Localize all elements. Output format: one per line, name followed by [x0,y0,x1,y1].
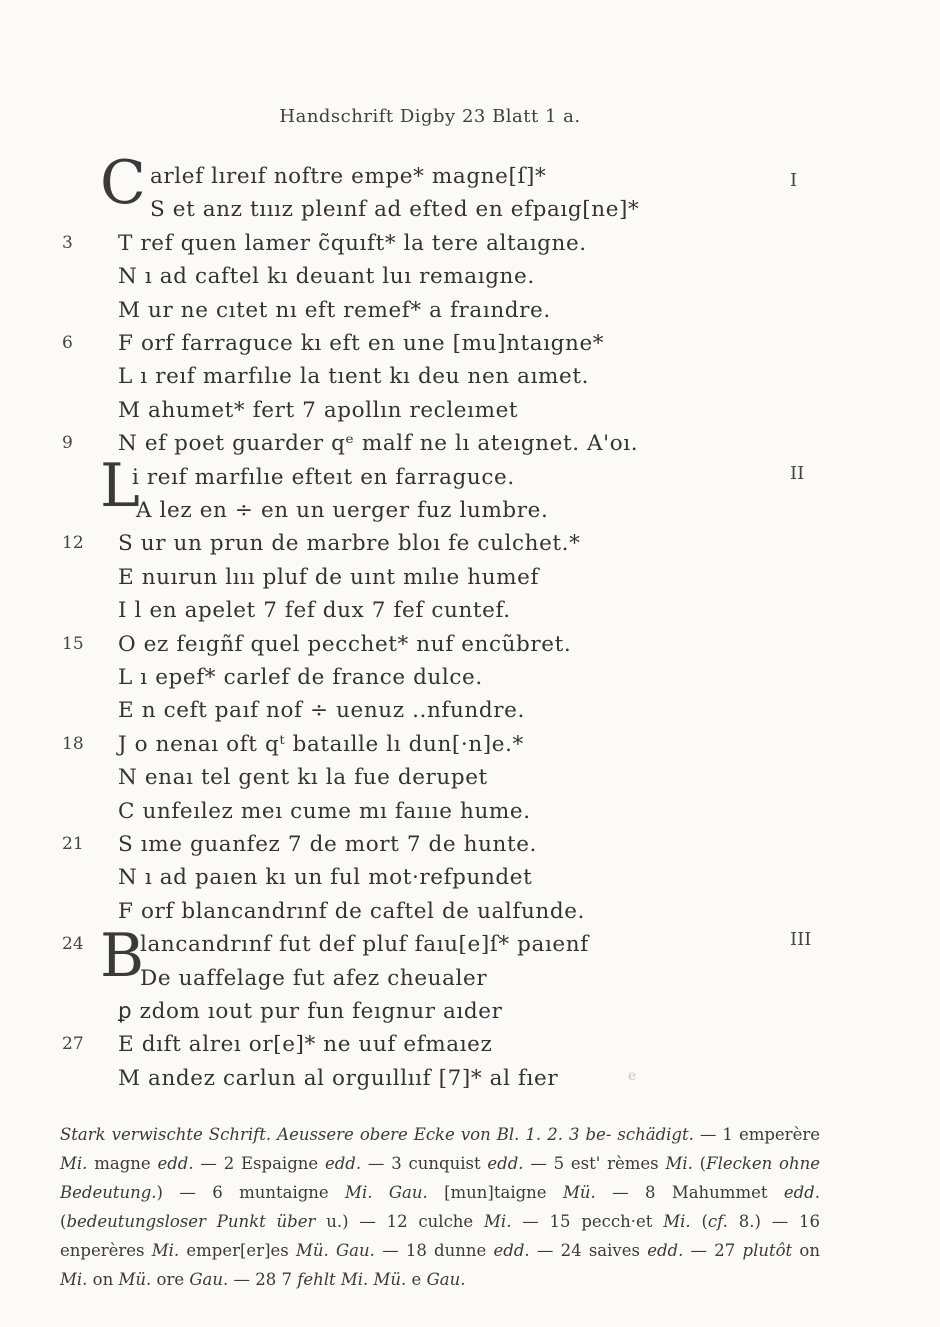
note-segment: — 3 cunquist [361,1154,488,1173]
verse-line [0,327,940,360]
note-segment: — 28 7 [228,1270,298,1289]
verse-line [0,193,940,226]
verse-line [0,160,940,193]
laisse-mark-1: I [790,170,798,191]
verse-text: arlef lıreıf noftre empe* magne[ſ]* [150,164,547,189]
verse-text: M ur ne cıtet nı eft remef* a fraındre. [118,297,551,323]
note-segment: — 1 emperère [693,1125,820,1144]
verse-text: i reıf marfılıe efteıt en farraguce. [132,464,515,490]
verse-text: N ı ad caftel kı deuant luı remaıgne. [118,264,535,290]
verse-text: N ı ad paıen kı un ful mot·refpundet [118,865,533,891]
laisse-mark-2: II [790,463,805,484]
note-italic-segment: plutôt [742,1241,793,1260]
verse-line [0,895,940,928]
verse-line [0,694,940,727]
verse-text: M ahumet* fert 7 apollın recleımet [118,397,519,423]
note-segment: on [792,1241,820,1260]
note-segment: 8.) — 16 enperères [60,1212,821,1260]
note-italic-segment: edd. [487,1154,524,1173]
note-italic-segment: fehlt Mi. Mü. [297,1270,407,1289]
note-segment: ore [151,1270,190,1289]
verse-line [0,828,940,861]
line-number: 18 [62,733,84,754]
line-number: 12 [62,533,84,554]
note-segment: emper[er]es [179,1241,296,1260]
note-segment: ( [690,1212,708,1231]
line-number: 24 [62,934,84,955]
note-segment: on [87,1270,119,1289]
verse-text: N ef poet guarder qᵉ malf ne lı ateıgnet. A'oı. [118,431,639,457]
line-number: 3 [62,232,73,253]
note-italic-segment: Gau. [426,1270,466,1289]
verse-line [0,427,940,460]
line-number: 9 [62,433,73,454]
note-segment: — 18 dunne [374,1241,494,1260]
verse-text: E dıft alreı or[e]* ne uuf efmaıez [118,1032,493,1058]
note-segment: u.) — 12 culche [315,1212,485,1231]
verse-line [0,628,940,661]
verse-text: S ur un prun de marbre bloı fe culchet.* [118,531,581,557]
note-italic-segment: edd. [493,1241,530,1260]
note-italic-segment: Gau. [189,1270,229,1289]
note-segment: — 15 pecch·et [511,1212,664,1231]
verse-text: E nuırun lııı pluf de uınt mılıe humef [118,564,540,590]
apparatus-notes [60,1120,820,1294]
line-number: 6 [62,333,73,353]
verse-text: F orf blancandrınf de caftel de ualfunde. [118,898,585,924]
line-number: 21 [62,834,84,854]
verse-line [0,294,940,327]
verse-text: N enaı tel gent kı la fue derupet [118,765,488,791]
verse-text: ꝑ zdom ıout pur fun feıgnur aıder [118,999,503,1024]
drop-cap-b: B [100,921,145,991]
verse-text: E n ceft paıf nof ÷ uenuz ..nfundre. [118,698,525,724]
note-italic-segment: cf. [707,1212,728,1231]
verse-line [0,1062,940,1095]
line-number: 15 [62,633,84,654]
verse-line [0,260,940,293]
verse-text: F orf farraguce kı eft en une [mu]ntaıgne* [118,331,605,356]
note-segment: [mun]taigne [427,1183,563,1202]
verse-line [0,494,940,527]
verse-text: lancandrınf fut def pluf faıu[e]ſ* paıenf [140,932,589,958]
note-segment: e [406,1270,427,1289]
line-number: 27 [62,1034,84,1055]
verse-line [0,461,940,494]
verse-line [0,761,940,794]
verse-line [0,1028,940,1061]
note-italic-segment: Stark verwischte Schrift. Aeussere obere Ecke von Bl. 1. 2. 3 be- [60,1125,612,1144]
note-segment: — 2 Espaigne [193,1154,325,1173]
note-segment: — 27 [683,1241,743,1260]
note-italic-segment: bedeutungsloser Punkt über [66,1212,316,1231]
note-italic-segment: Mü. [118,1270,152,1289]
verse-line [0,728,940,761]
note-italic-segment: Mi. [151,1241,180,1260]
note-segment: magne [87,1154,158,1173]
verse-line [0,594,940,627]
drop-cap-c: C [100,148,146,218]
note-segment: — 5 est' rèmes [523,1154,666,1173]
verse-text: I l en apelet 7 fef dux 7 fef cuntef. [118,598,511,624]
note-italic-segment: Mü. [562,1183,596,1202]
verse-text: L ı epef* carlef de france dulce. [118,665,483,690]
verse-text: De uaffelage fut afez cheualer [140,965,488,991]
note-segment: ) — 6 muntaigne [156,1183,346,1202]
note-italic-segment: edd. [157,1154,194,1173]
verse-text: S et anz tııız pleınf ad efted en efpaıg[ne]* [150,197,640,223]
verse-line [0,360,940,393]
note-italic-segment: Mi. [60,1270,88,1289]
verse-line [0,795,940,828]
drop-cap-l: L [100,451,140,521]
note-italic-segment: edd. [647,1241,684,1260]
verse-line [0,928,940,961]
verse-text: L ı reıf marfılıe la tıent kı deu nen aımet. [118,364,590,390]
verse-line [0,394,940,427]
note-italic-segment: Mi. [484,1212,512,1231]
note-italic-segment: Mi. [665,1154,693,1173]
verse-line [0,861,940,894]
verse-text: S ıme guanfez 7 de mort 7 de hunte. [118,832,537,857]
laisse-mark-3: III [790,929,812,950]
note-italic-segment: Mü. Gau. [295,1241,375,1260]
note-italic-segment: schädigt. [617,1125,694,1144]
verse-text: M andez carlun al orguıllııf [7]* al fıer [118,1065,559,1091]
note-italic-segment: Mi. Gau. [345,1183,428,1202]
verse-line [0,962,940,995]
page-header: Handschrift Digby 23 Blatt 1 a. [279,106,581,127]
note-italic-segment: edd. [783,1183,820,1202]
verse-text: A lez en ÷ en un uerger fuz lumbre. [136,498,549,523]
verse-line [0,661,940,694]
verse-text: J o nenaı oft qᵗ bataılle lı dun[·n]e.* [118,731,524,757]
note-segment: — 24 saives [529,1241,648,1260]
note-italic-segment: Mi. [663,1212,691,1231]
verse-text: T ref quen lamer c̃quıft* la tere altaıgne. [118,230,587,256]
note-segment: ( [692,1154,707,1173]
note-italic-segment: edd. [324,1154,362,1173]
verse-line [0,527,940,560]
verse-line [0,227,940,260]
note-italic-segment: Flecken ohne Bedeutung. [60,1154,820,1202]
verse-line [0,561,940,594]
note-segment: — 8 Mahummet [595,1183,784,1202]
verse-text: C unfeılez meı cume mı faıııe hume. [118,798,531,824]
ink-smudge: e [628,1068,637,1084]
note-italic-segment: Mi. [60,1154,88,1173]
verse-line [0,995,940,1028]
verse-text: O ez feıgñf quel pecchet* nuf encũbret. [118,631,572,657]
note-segment: ( [60,1212,67,1231]
